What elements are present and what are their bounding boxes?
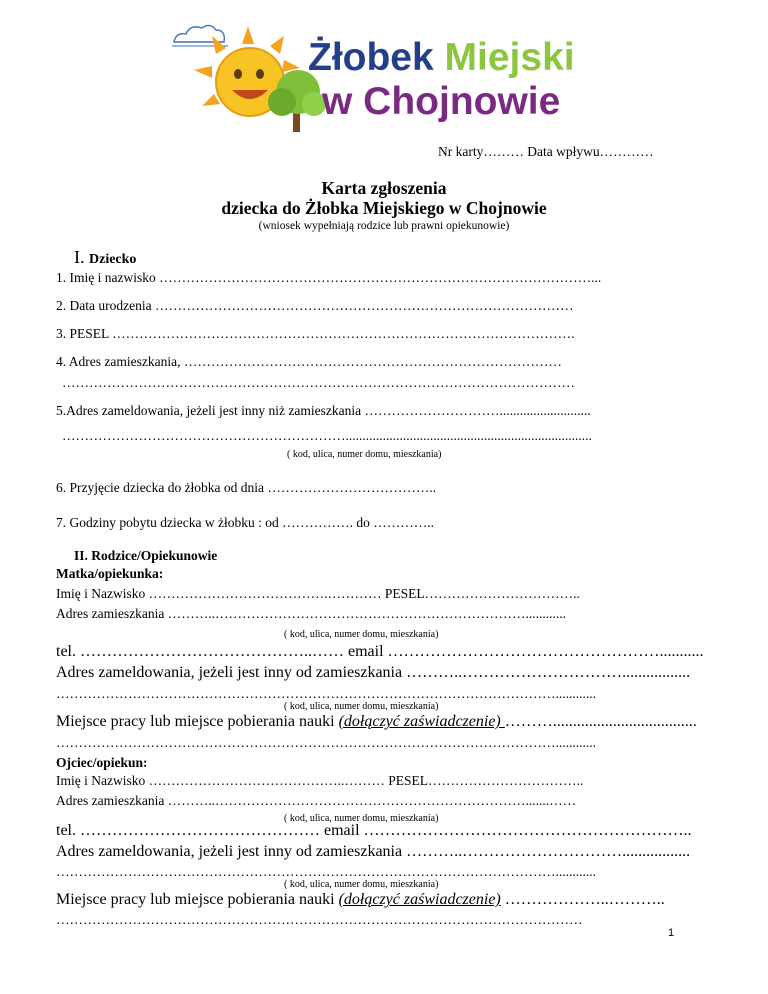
father-name-pesel-field: Imię i Nazwisko ……………………………………..……… PESEL…………………………….. — [56, 773, 584, 788]
mother-registration-field-line2: …………………………………………………………………………………………………............ — [56, 686, 596, 701]
admission-date-field: 6. Przyjęcie dziecka do żłobka od dnia ……………………………….. — [56, 480, 437, 495]
mother-phone-email-field: tel. ……………………………………..…… email ……………………………………………........... — [56, 643, 704, 660]
child-registration-field-line2: ………………………………………………………......................................................................... — [62, 428, 592, 443]
child-name-field: 1. Imię i nazwisko ……………………………………………………………………………………... — [56, 270, 602, 285]
mother-registration-caption: ( kod, ulica, numer domu, mieszkania) — [284, 701, 439, 712]
father-workplace-field — [56, 891, 665, 909]
child-birthdate-field: 2. Data urodzenia ………………………………………………………………………………… — [56, 298, 574, 313]
mother-workplace-field-line2: …………………………………………………………………………………………………............ — [56, 735, 596, 750]
document-subtitle: (wniosek wypełniają rodzice lub prawni opiekunowie) — [258, 220, 510, 232]
address-caption: ( kod, ulica, numer domu, mieszkania) — [287, 449, 442, 460]
father-label: Ojciec/opiekun: — [56, 755, 148, 770]
section1-number: I. — [74, 247, 85, 267]
mother-registration-field: Adres zameldowania, jeżeli jest inny od zamieszkania ………..…………………………................. — [56, 664, 691, 681]
father-address-field: Adres zamieszkania ………..…………………………………………………………….......…… — [56, 793, 577, 808]
mother-workplace-field — [56, 713, 697, 731]
father-workplace-field-line2: ……………………………………………………………………………………………………… — [56, 912, 583, 927]
father-phone-email-field: tel. ……………………………………… email …………………………………………………….. — [56, 822, 692, 839]
logo-title-line2: w Chojnowie — [322, 80, 561, 123]
card-number-info: Nr karty……… Data wpływu………… — [438, 144, 654, 159]
logo-title-line1 — [308, 36, 575, 80]
child-address-field: 4. Adres zamieszkania, ………………………………………………………………………… — [56, 354, 562, 369]
document-title-line2: dziecka do Żłobka Miejskiego w Chojnowie — [221, 198, 547, 218]
mother-address-caption: ( kod, ulica, numer domu, mieszkania) — [284, 629, 439, 640]
child-registration-field: 5.Adres zameldowania, jeżeli jest inny niż zamieszkania …………………………........................... — [56, 403, 591, 418]
father-attach-note: (dołączyć zaświadczenie) — [338, 891, 501, 908]
father-registration-field-line2: …………………………………………………………………………………………………............ — [56, 864, 596, 879]
mother-label: Matka/opiekunka: — [56, 566, 164, 581]
mother-workplace-label: Miejsce pracy lub miejsce pobierania nauki — [56, 713, 339, 730]
child-pesel-field: 3. PESEL …………………………………………………………………………………………. — [56, 326, 575, 341]
child-address-field-line2: …………………………………………………………………………………………………… — [62, 375, 575, 390]
section1-title: Dziecko — [89, 252, 137, 267]
mother-name-pesel-field: Imię i Nazwisko ………………………………….………… PESEL…………………………….. — [56, 586, 580, 601]
logo-word-miejski: Miejski — [444, 36, 575, 79]
attendance-hours-field: 7. Godziny pobytu dziecka w żłobku : od ……………. do ………….. — [56, 515, 434, 530]
page-number: 1 — [668, 927, 675, 939]
document-title: Karta zgłoszenia — [321, 178, 447, 198]
logo-word-zlobek: Żłobek — [308, 36, 434, 79]
section2-heading: II. Rodzice/Opiekunowie — [74, 548, 218, 563]
father-address-caption: ( kod, ulica, numer domu, mieszkania) — [284, 813, 439, 824]
father-registration-field: Adres zameldowania, jeżeli jest inny od zamieszkania ………..…………………………................. — [56, 843, 691, 860]
mother-workplace-dots: ……….................................... — [504, 713, 697, 730]
section1-heading — [74, 247, 136, 268]
father-registration-caption: ( kod, ulica, numer domu, mieszkania) — [284, 879, 439, 890]
father-workplace-dots: ………………..……….. — [500, 891, 665, 908]
mother-attach-note: (dołączyć zaświadczenie) — [338, 713, 505, 730]
father-workplace-label: Miejsce pracy lub miejsce pobierania nauki — [56, 891, 339, 908]
mother-address-field: Adres zamieszkania ………..……………………………………………………………............ — [56, 606, 566, 621]
